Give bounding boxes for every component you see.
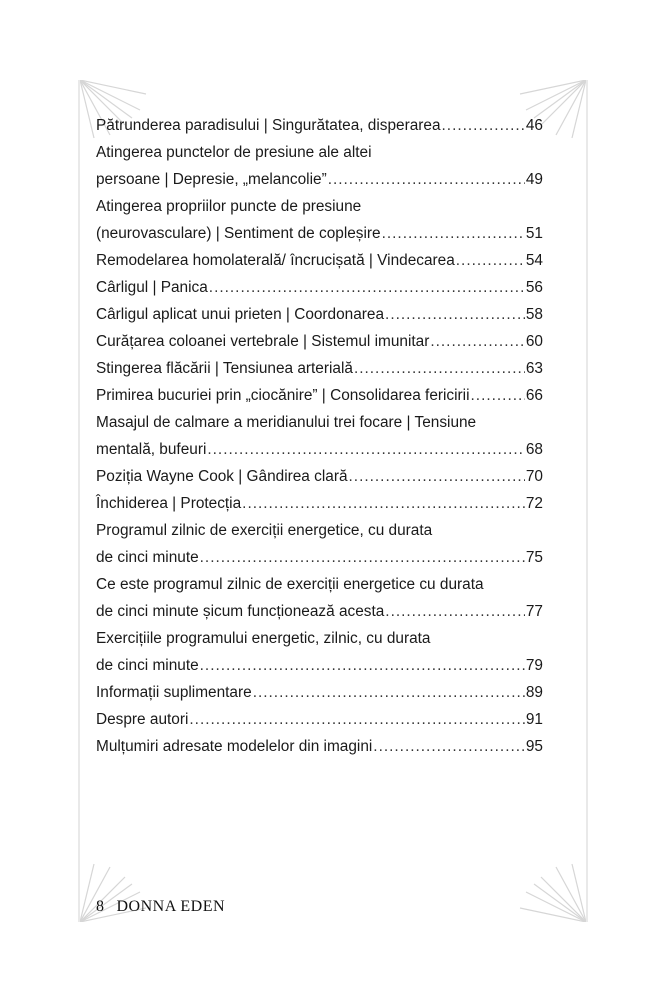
toc-entry-page: 60 — [525, 333, 543, 350]
toc-leader-dots — [242, 490, 525, 517]
toc-leader-dots — [354, 355, 525, 382]
toc-entry-page: 51 — [525, 225, 543, 242]
toc-entry — [96, 409, 543, 436]
toc-entry — [96, 517, 543, 544]
toc-entry — [96, 382, 543, 409]
toc-entry-title: Ce este programul zilnic de exerciții energetice cu durata — [96, 576, 484, 593]
toc-entry — [96, 625, 543, 652]
starburst-bottom-right-icon — [516, 862, 586, 922]
toc-entry — [96, 193, 543, 220]
toc-entry — [96, 463, 543, 490]
toc-entry-page: 56 — [525, 279, 543, 296]
toc-entry-title: Cârligul | Panica — [96, 279, 208, 296]
page-footer — [96, 898, 225, 916]
toc-entry — [96, 706, 543, 733]
toc-leader-dots — [189, 706, 524, 733]
toc-entry-title: Exercițiile programului energetic, zilnic, cu durata — [96, 630, 431, 647]
toc-entry-title: Cârligul aplicat unui prieten | Coordonarea — [96, 306, 385, 323]
toc-entry — [96, 220, 543, 247]
toc-leader-dots — [200, 544, 525, 571]
toc-entry — [96, 166, 543, 193]
toc-entry-page: 58 — [525, 306, 543, 323]
page-number: 8 — [96, 898, 105, 915]
toc-entry-title: Închiderea | Protecția — [96, 495, 242, 512]
toc-entry-title: Stingerea flăcării | Tensiunea arterială — [96, 360, 353, 377]
toc-entry — [96, 679, 543, 706]
toc-entry-title: Mulțumiri adresate modelelor din imagini — [96, 738, 373, 755]
toc-leader-dots — [385, 301, 525, 328]
toc-entry-page: 68 — [525, 441, 543, 458]
toc-leader-dots — [200, 652, 525, 679]
toc-entry-title: Poziția Wayne Cook | Gândirea clară — [96, 468, 348, 485]
toc-entry — [96, 355, 543, 382]
toc-entry — [96, 733, 543, 760]
toc-entry-title: Despre autori — [96, 711, 189, 728]
toc-entry-page: 54 — [525, 252, 543, 269]
toc-entry — [96, 112, 543, 139]
toc-leader-dots — [456, 247, 525, 274]
toc-entry-title: de cinci minute — [96, 657, 199, 674]
toc-entry-title: Remodelarea homolaterală/ încrucișată | Vindecarea — [96, 252, 455, 269]
toc-entry-title: Curățarea coloanei vertebrale | Sistemul imunitar — [96, 333, 430, 350]
toc-entry-page: 72 — [525, 495, 543, 512]
table-of-contents — [96, 112, 543, 760]
toc-entry-title: Primirea bucuriei prin „ciocănire” | Consolidarea fericirii — [96, 387, 470, 404]
toc-entry-title: Pătrunderea paradisului | Singurătatea, disperarea — [96, 117, 441, 134]
toc-leader-dots — [253, 679, 525, 706]
toc-entry-page: 77 — [525, 603, 543, 620]
toc-entry — [96, 436, 543, 463]
toc-entry-page: 49 — [525, 171, 543, 188]
toc-leader-dots — [373, 733, 525, 760]
toc-entry — [96, 652, 543, 679]
toc-entry — [96, 328, 543, 355]
toc-entry-title: persoane | Depresie, „melancolie” — [96, 171, 327, 188]
toc-entry — [96, 598, 543, 625]
toc-leader-dots — [385, 598, 525, 625]
toc-leader-dots — [430, 328, 525, 355]
toc-leader-dots — [328, 166, 525, 193]
toc-entry-page: 46 — [525, 117, 543, 134]
toc-leader-dots — [471, 382, 525, 409]
toc-entry — [96, 247, 543, 274]
toc-entry-page: 70 — [525, 468, 543, 485]
toc-entry-title: (neurovasculare) | Sentiment de copleșire — [96, 225, 381, 242]
toc-entry-page: 89 — [525, 684, 543, 701]
toc-entry — [96, 490, 543, 517]
toc-entry — [96, 139, 543, 166]
toc-entry-title: Atingerea punctelor de presiune ale altei — [96, 144, 372, 161]
toc-entry-title: Masajul de calmare a meridianului trei focare | Tensiune — [96, 414, 477, 431]
toc-entry-title: Atingerea propriilor puncte de presiune — [96, 198, 362, 215]
toc-entry-title: Programul zilnic de exerciții energetice, cu durata — [96, 522, 433, 539]
author-name: DONNA EDEN — [116, 898, 226, 915]
toc-entry — [96, 544, 543, 571]
toc-entry-page: 63 — [525, 360, 543, 377]
toc-entry-page: 95 — [525, 738, 543, 755]
toc-entry-title: mentală, bufeuri — [96, 441, 207, 458]
toc-leader-dots — [207, 436, 525, 463]
toc-entry-title: de cinci minute — [96, 549, 199, 566]
toc-leader-dots — [209, 274, 525, 301]
toc-entry-page: 66 — [525, 387, 543, 404]
toc-entry-page: 75 — [525, 549, 543, 566]
toc-entry — [96, 301, 543, 328]
toc-entry-title: Informații suplimentare — [96, 684, 252, 701]
toc-leader-dots — [382, 220, 525, 247]
toc-entry — [96, 571, 543, 598]
toc-entry-page: 79 — [525, 657, 543, 674]
toc-entry-page: 91 — [525, 711, 543, 728]
toc-leader-dots — [442, 112, 525, 139]
toc-entry-title: de cinci minute șicum funcționează acesta — [96, 603, 385, 620]
toc-leader-dots — [349, 463, 525, 490]
toc-entry — [96, 274, 543, 301]
